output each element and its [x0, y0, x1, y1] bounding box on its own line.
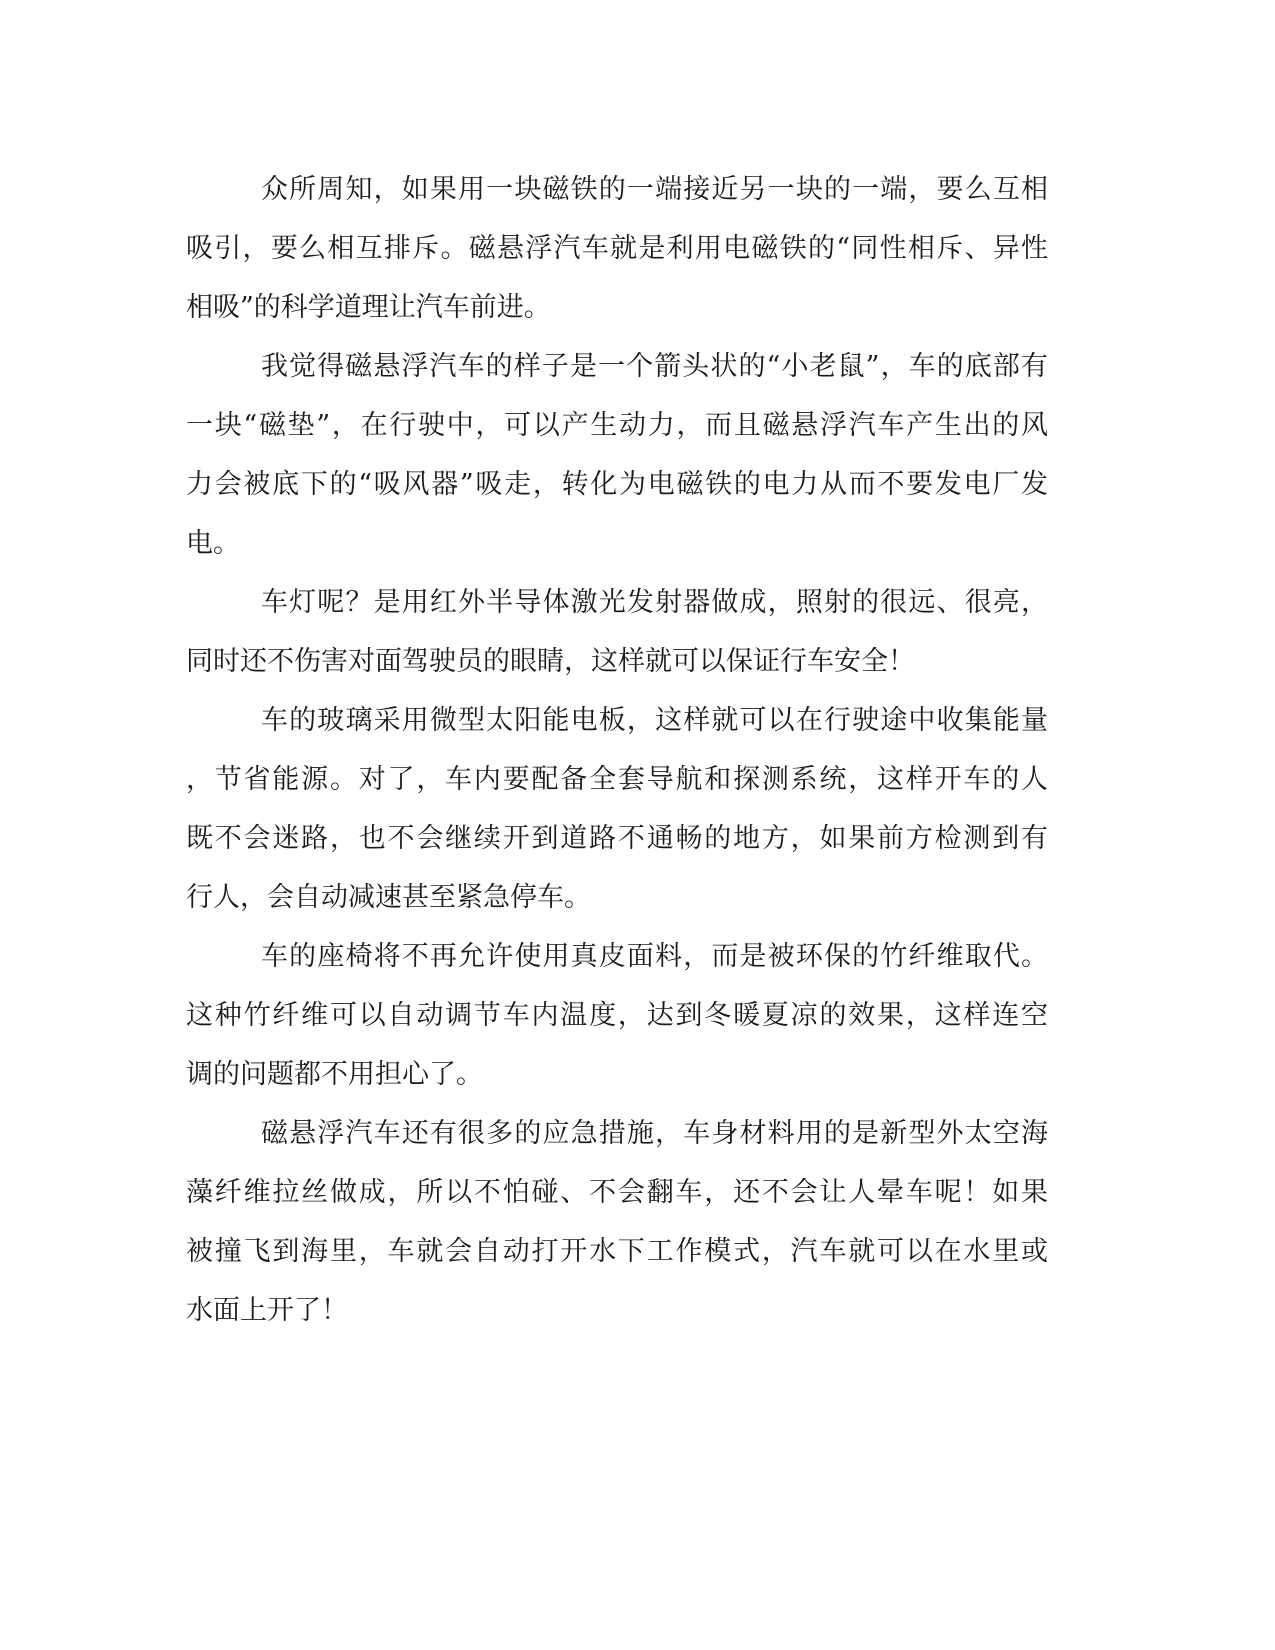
- paragraph-1: [186, 160, 1048, 337]
- text-line: 吸引，要么相互排斥。磁悬浮汽车就是利用电磁铁的“同性相斥、异性: [186, 233, 1048, 264]
- text-line: 水面上开了！: [186, 1295, 348, 1326]
- paragraph-2: [186, 337, 1048, 573]
- text-line: 同时还不伤害对面驾驶员的眼睛，这样就可以保证行车安全！: [186, 646, 915, 677]
- paragraph-5: [186, 927, 1048, 1104]
- text-line: 磁悬浮汽车还有很多的应急措施，车身材料用的是新型外太空海: [261, 1118, 1048, 1149]
- text-line: 被撞飞到海里，车就会自动打开水下工作模式，汽车就可以在水里或: [186, 1236, 1048, 1267]
- paragraph-4: [186, 691, 1048, 927]
- paragraph-3: [186, 573, 1048, 691]
- text-line: 行人，会自动减速甚至紧急停车。: [186, 882, 591, 913]
- document-body: [186, 160, 1048, 1340]
- text-line: 车的玻璃采用微型太阳能电板，这样就可以在行驶途中收集能量: [261, 705, 1048, 736]
- text-line: 众所周知，如果用一块磁铁的一端接近另一块的一端，要么互相: [261, 174, 1048, 205]
- text-line: 调的问题都不用担心了。: [186, 1059, 483, 1090]
- text-line: 藻纤维拉丝做成，所以不怕碰、不会翻车，还不会让人晕车呢！如果: [186, 1177, 1048, 1208]
- text-line: 力会被底下的“吸风器”吸走，转化为电磁铁的电力从而不要发电厂发: [186, 469, 1048, 500]
- text-line: 电。: [186, 528, 240, 559]
- text-line: 一块“磁垫”，在行驶中，可以产生动力，而且磁悬浮汽车产生出的风: [186, 410, 1048, 441]
- text-line: 既不会迷路，也不会继续开到道路不通畅的地方，如果前方检测到有: [186, 823, 1048, 854]
- paragraph-6: [186, 1104, 1048, 1340]
- text-line: 我觉得磁悬浮汽车的样子是一个箭头状的“小老鼠”，车的底部有: [261, 351, 1048, 382]
- text-line: 这种竹纤维可以自动调节车内温度，达到冬暖夏凉的效果，这样连空: [186, 1000, 1048, 1031]
- text-line: 相吸”的科学道理让汽车前进。: [186, 292, 551, 323]
- text-line: 车灯呢？是用红外半导体激光发射器做成，照射的很远、很亮，: [261, 587, 1048, 618]
- text-line: 车的座椅将不再允许使用真皮面料，而是被环保的竹纤维取代。: [261, 941, 1048, 972]
- text-line: ，节省能源。对了，车内要配备全套导航和探测系统，这样开车的人: [186, 764, 1048, 795]
